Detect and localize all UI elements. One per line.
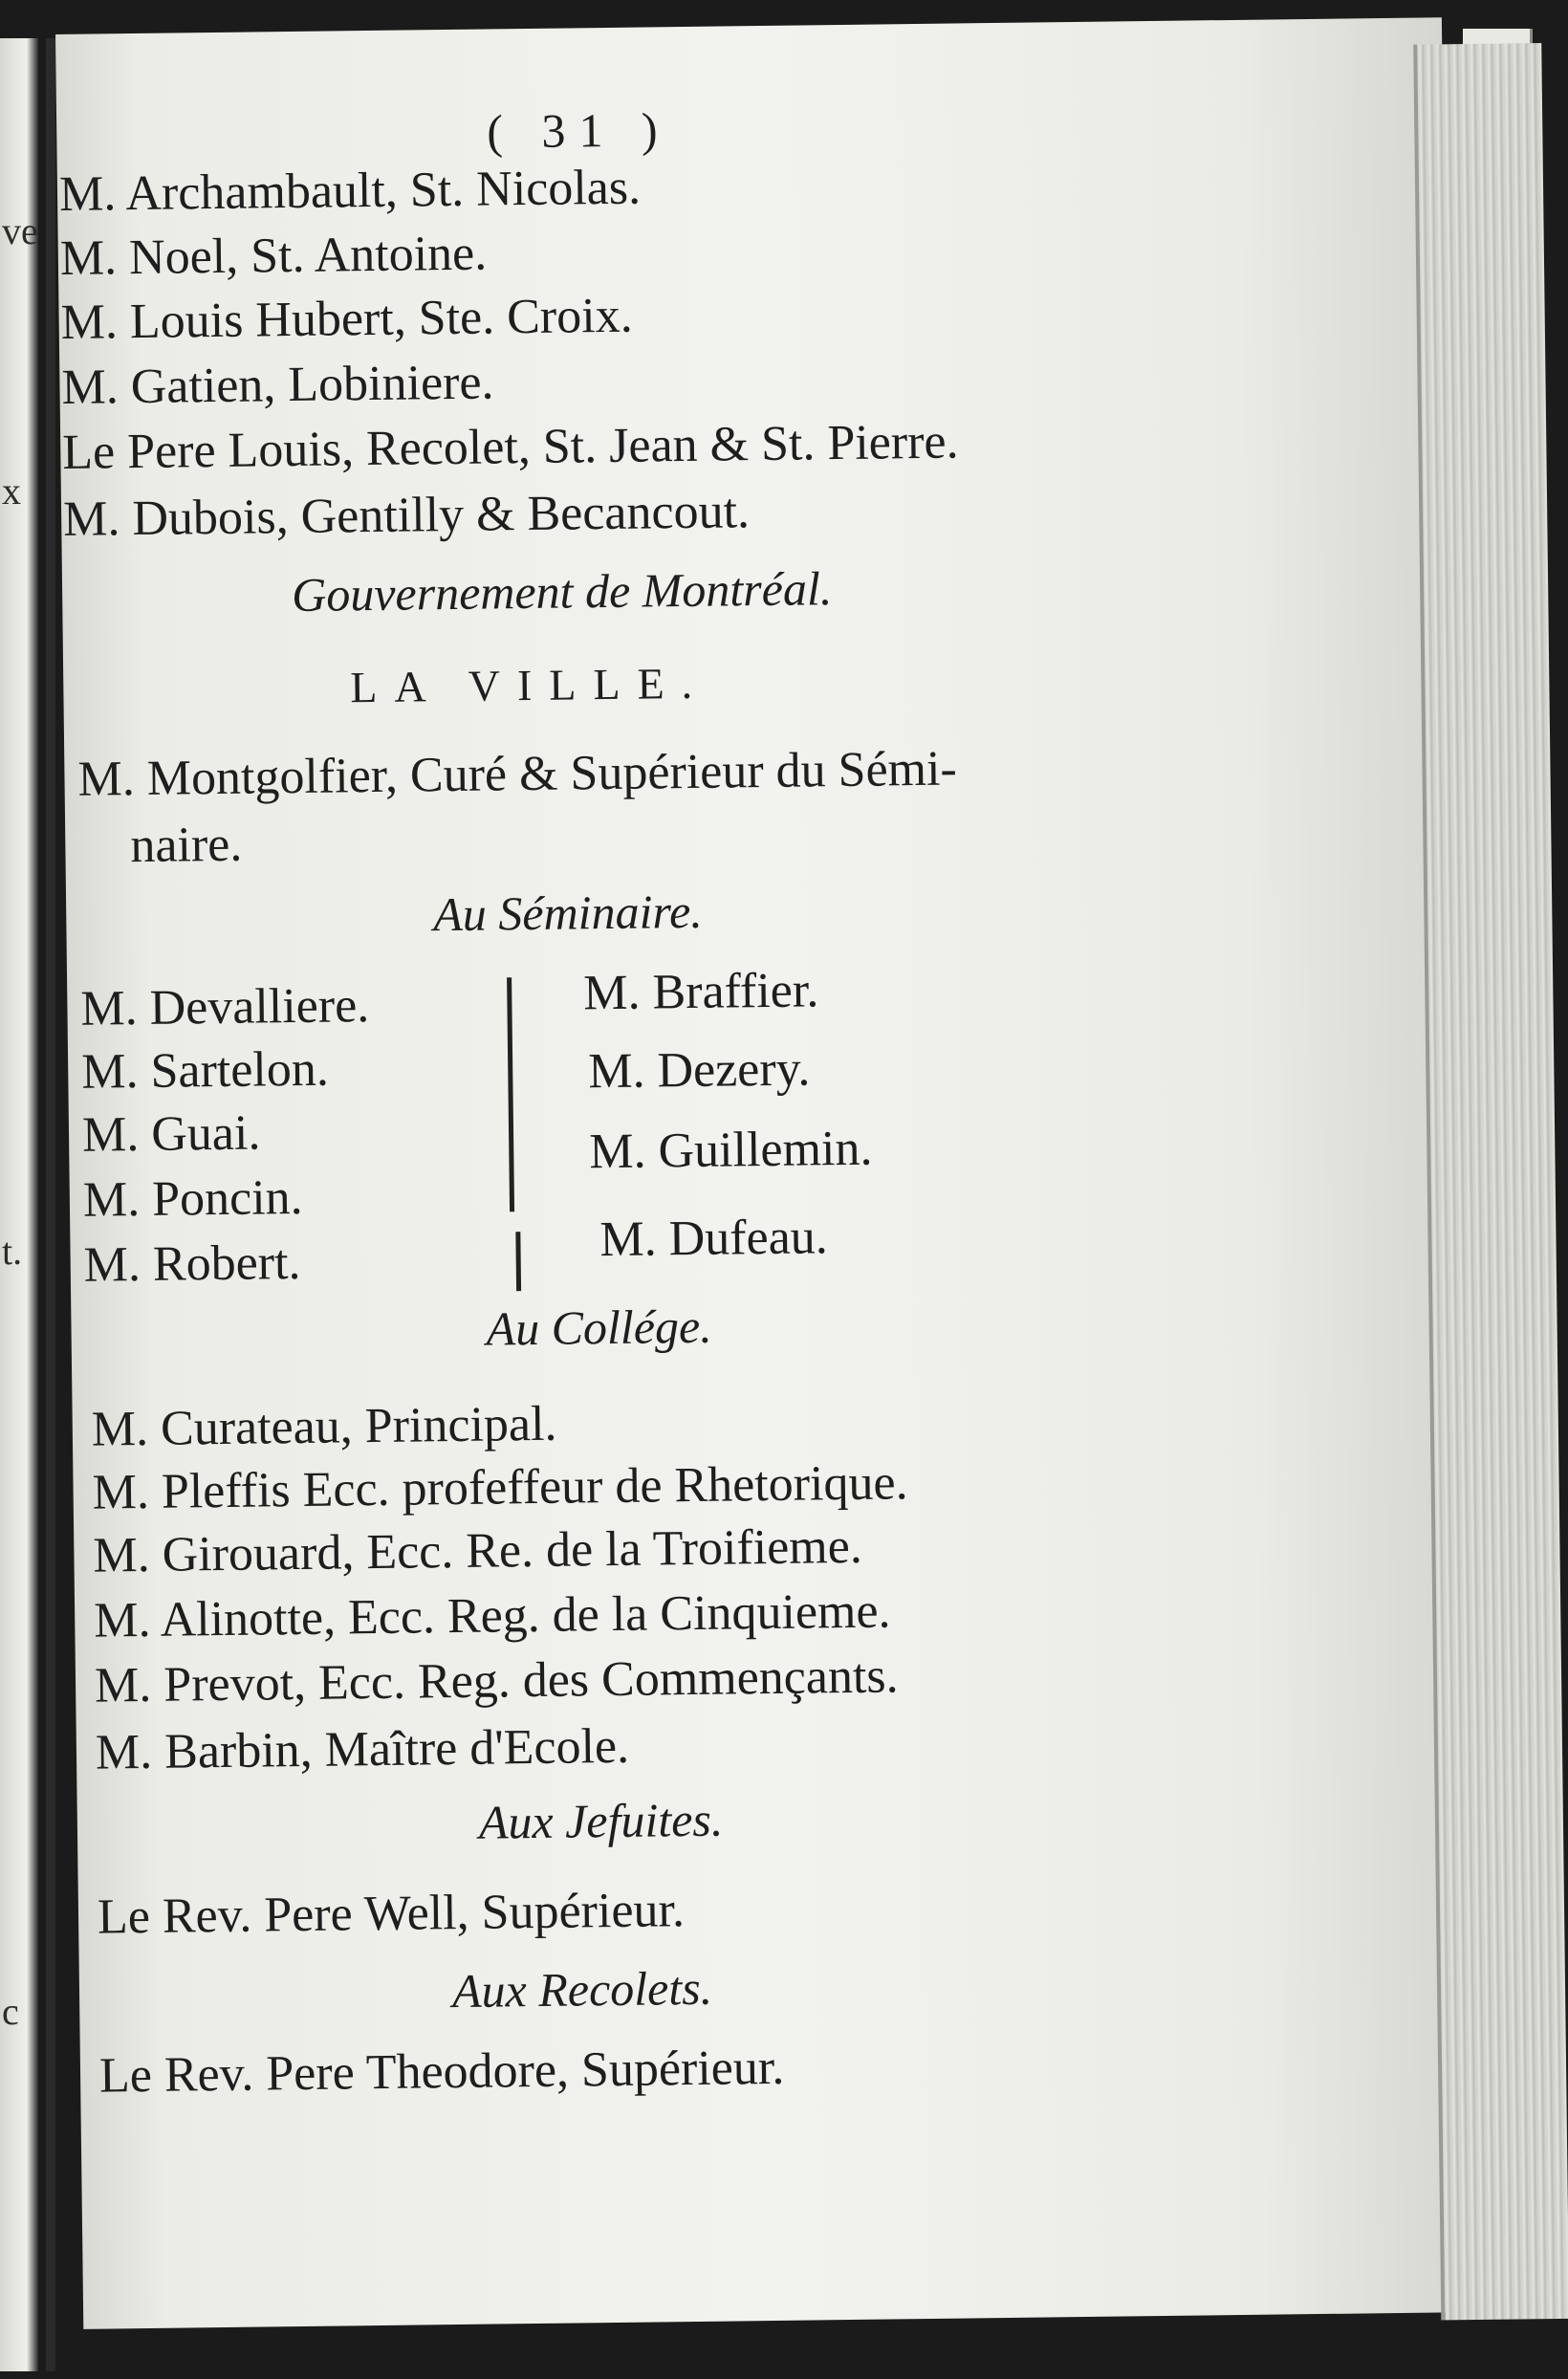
entry-line-continuation: naire. [130, 817, 243, 874]
seminaire-right-entry: M. Guillemin. [588, 1121, 873, 1180]
entry-line: M. Archambault, St. Nicolas. [58, 160, 642, 222]
jesuites-entry: Le Rev. Pere Well, Supérieur. [97, 1883, 686, 1945]
subsection-title: LA VILLE. [350, 658, 710, 712]
seminaire-right-entry: M. Braffier. [582, 963, 819, 1021]
seminaire-left-entry: M. Devalliere. [80, 978, 370, 1037]
college-entry: M. Prevot, Ecc. Reg. des Commençants. [94, 1648, 899, 1713]
book-gutter [46, 38, 55, 2371]
margin-fragment: c [2, 1990, 19, 2033]
seminaire-heading: Au Séminaire. [432, 884, 704, 942]
seminaire-left-entry: M. Sartelon. [80, 1041, 330, 1100]
page-content [55, 18, 1403, 2329]
jesuites-heading: Aux Jefuites. [478, 1792, 724, 1849]
seminaire-right-entry: M. Dufeau. [599, 1210, 829, 1268]
entry-line: M. Montgolfier, Curé & Supérieur du Sémi- [77, 741, 958, 807]
college-entry: M. Alinotte, Ecc. Reg. de la Cinquieme. [93, 1583, 891, 1648]
book-page [55, 17, 1470, 2329]
entry-line: M. Dubois, Gentilly & Becancout. [62, 484, 751, 547]
seminaire-left-entry: M. Poncin. [82, 1169, 303, 1228]
entry-line: M. Gatien, Lobiniere. [61, 355, 494, 415]
college-entry: M. Girouard, Ecc. Re. de la Troifieme. [93, 1518, 863, 1583]
margin-fragment: ve [2, 209, 38, 252]
recolets-entry: Le Rev. Pere Theodore, Supérieur. [98, 2040, 785, 2104]
seminaire-right-entry: M. Dezery. [587, 1041, 811, 1100]
college-entry: M. Barbin, Maître d'Ecole. [95, 1718, 630, 1780]
college-entry: M. Pleffis Ecc. profeffeur de Rhetorique. [92, 1455, 908, 1520]
entry-line: M. Noel, St. Antoine. [59, 226, 488, 286]
recolets-heading: Aux Recolets. [451, 1960, 713, 2019]
column-divider [507, 977, 514, 1211]
section-title: Gouvernement de Montréal. [291, 561, 833, 622]
margin-fragment: x [2, 469, 21, 513]
facing-page-edge [0, 38, 38, 2371]
seminaire-left-entry: M. Guai. [81, 1105, 261, 1163]
page-block-edge [1413, 43, 1568, 2320]
page-number: ( 31 ) [486, 102, 671, 159]
college-heading: Au Collége. [486, 1299, 712, 1356]
margin-fragment: t. [2, 1230, 23, 1273]
column-divider [515, 1232, 521, 1291]
college-entry: M. Curateau, Principal. [91, 1396, 557, 1457]
entry-line: Le Pere Louis, Recolet, St. Jean & St. Pierre. [61, 414, 959, 480]
seminaire-left-entry: M. Robert. [83, 1234, 301, 1293]
entry-line: M. Louis Hubert, Ste. Croix. [60, 288, 633, 350]
